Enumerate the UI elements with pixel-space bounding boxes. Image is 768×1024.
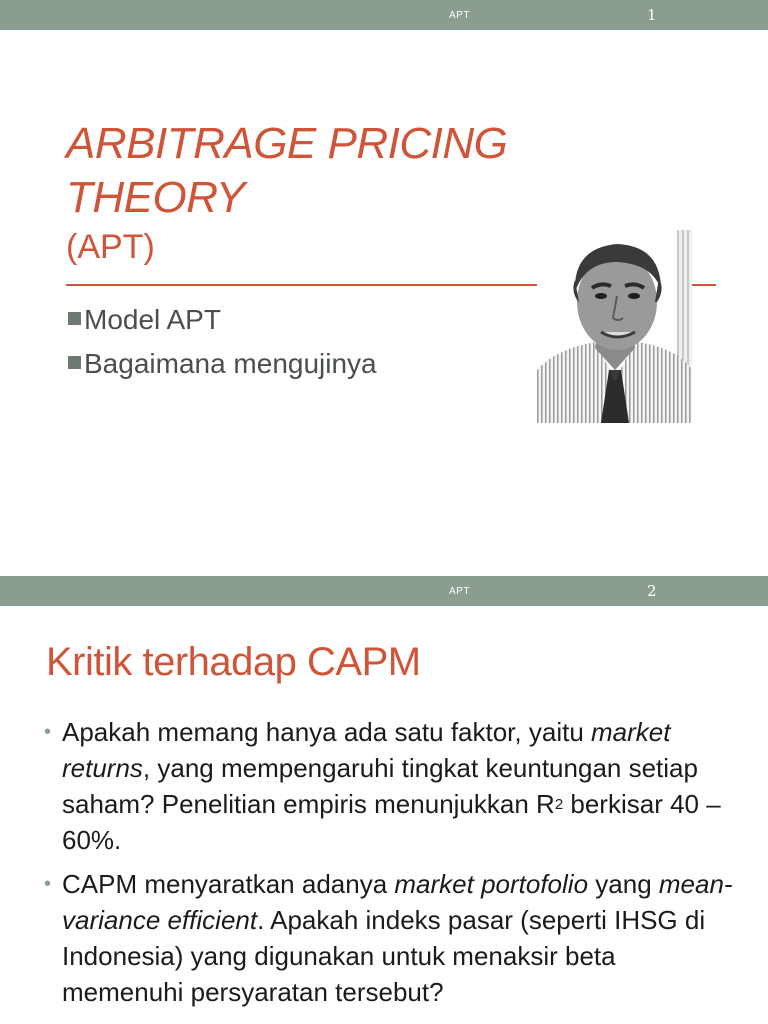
bullet-text: , yang mempengaruhi tingkat keuntungan setiap saham? Penelitian empiris menunjukkan R bbox=[62, 753, 698, 819]
bullet-list bbox=[66, 298, 377, 386]
bullet-text: CAPM menyaratkan adanya bbox=[62, 869, 395, 899]
list-item bbox=[40, 714, 740, 858]
header-label: APT bbox=[449, 10, 470, 21]
page-number: 1 bbox=[647, 6, 657, 24]
slide-header bbox=[0, 0, 768, 30]
page-number: 2 bbox=[647, 582, 657, 600]
bullet-text: . Apakah indeks pasar (seperti IHSG di Indonesia) yang digunakan untuk menaksir beta memenuhi persyaratan tersebut? bbox=[62, 905, 706, 1007]
list-item bbox=[40, 866, 740, 1010]
bullet-text: yang bbox=[588, 869, 659, 899]
slide-2 bbox=[0, 576, 768, 1024]
slide-title: ARBITRAGE PRICING THEORY bbox=[66, 119, 508, 222]
slide-title: Kritik terhadap CAPM bbox=[46, 640, 421, 684]
bullet-list bbox=[40, 714, 740, 1018]
list-item: Bagaimana mengujinya bbox=[66, 342, 377, 386]
portrait-photo bbox=[537, 230, 692, 423]
slide-subtitle: (APT) bbox=[66, 228, 155, 266]
slide-header bbox=[0, 576, 768, 606]
italic-term: mean-variance efficient bbox=[62, 869, 733, 935]
superscript: 2 bbox=[554, 796, 564, 813]
bullet-text: Apakah memang hanya ada satu faktor, yaitu bbox=[62, 717, 592, 747]
bullet-text: berkisar 40 – 60%. bbox=[62, 789, 721, 855]
header-label: APT bbox=[449, 586, 470, 597]
list-item: Model APT bbox=[66, 298, 377, 342]
italic-term: market portofolio bbox=[394, 869, 589, 899]
italic-term: market returns bbox=[62, 717, 671, 783]
